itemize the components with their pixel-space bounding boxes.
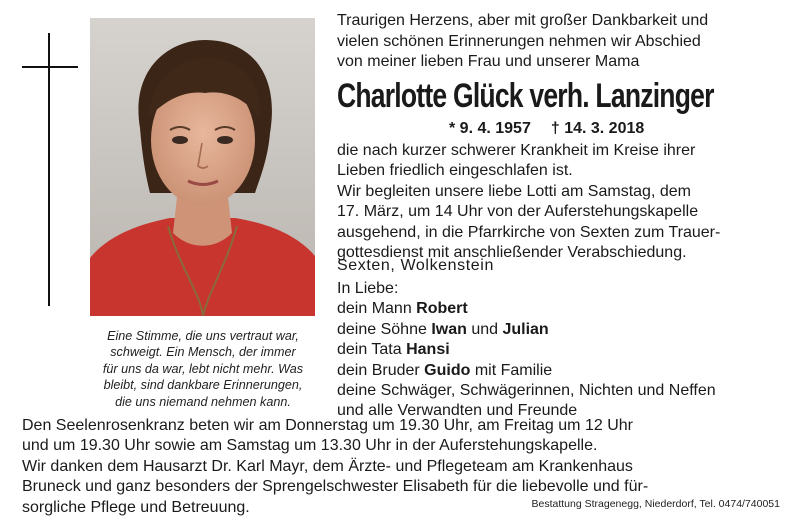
family-list <box>337 279 783 422</box>
intro-line: Traurigen Herzens, aber mit großer Dankbarkeit und <box>337 12 709 29</box>
birth-date: * 9. 4. 1957 <box>449 120 531 137</box>
quote-line: für uns da war, lebt nicht mehr. Was <box>102 361 304 376</box>
bottom-line: Den Seelenrosenkranz beten wir am Donnerstag um 19.30 Uhr, am Freitag um 12 Uhr <box>22 417 633 434</box>
announcement-text <box>337 141 783 263</box>
cross-icon <box>48 33 50 306</box>
family-heading: In Liebe: <box>337 280 399 297</box>
family-line: dein Mann Robert <box>337 300 468 318</box>
body-line: Wir begleiten unsere liebe Lotti am Samstag, dem <box>337 182 691 200</box>
intro-line: von meiner lieben Frau und unserer Mama <box>337 53 640 70</box>
life-dates <box>449 119 644 139</box>
intro-line: vielen schönen Erinnerungen nehmen wir Abschied <box>337 32 701 50</box>
body-line: 17. März, um 14 Uhr von der Auferstehungskapelle <box>337 203 699 221</box>
body-line: ausgehend, in die Pfarrkirche von Sexten zum Trauer- <box>337 223 721 241</box>
portrait-photo <box>90 18 315 316</box>
place-names: Sexten, Wolkenstein <box>337 257 494 274</box>
family-line: deine Söhne Iwan und Julian <box>337 320 549 338</box>
quote-line: schweigt. Ein Mensch, der immer <box>110 345 296 360</box>
quote-line: bleibt, sind dankbare Erinnerungen, <box>103 378 303 393</box>
body-line: die nach kurzer schwerer Krankheit im Kreise ihrer <box>337 142 696 159</box>
family-line: und alle Verwandten und Freunde <box>337 402 578 420</box>
family-line: dein Tata Hansi <box>337 341 450 359</box>
bottom-line: Bruneck und ganz besonders der Sprengelschwester Elisabeth für die liebevolle und für- <box>22 478 649 496</box>
intro-text <box>337 11 783 73</box>
bottom-line: und um 19.30 Uhr sowie am Samstag um 13.30 Uhr in der Auferstehungskapelle. <box>22 437 598 455</box>
bottom-line: sorgliche Pflege und Betreuung. <box>22 498 250 516</box>
family-line: dein Bruder Guido mit Familie <box>337 361 553 379</box>
cross-icon-bar <box>22 66 78 68</box>
deceased-name: Charlotte Glück verh. Lanzinger <box>337 77 714 115</box>
body-line: gottesdienst mit anschließender Verabschiedung. <box>337 244 687 262</box>
quote-line: Eine Stimme, die uns vertraut war, <box>107 329 299 343</box>
body-line: Lieben friedlich eingeschlafen ist. <box>337 162 573 180</box>
quote-line: die uns niemand nehmen kann. <box>115 394 291 409</box>
death-date: † 14. 3. 2018 <box>550 120 645 137</box>
bottom-line: Wir danken dem Hausarzt Dr. Karl Mayr, dem Ärzte- und Pflegeteam am Krankenhaus <box>22 457 633 475</box>
undertaker-credit: Bestattung Stragenegg, Niederdorf, Tel. 0474/740051 <box>531 498 780 510</box>
memorial-quote <box>86 328 320 410</box>
family-line: deine Schwäger, Schwägerinnen, Nichten und Neffen <box>337 382 716 400</box>
